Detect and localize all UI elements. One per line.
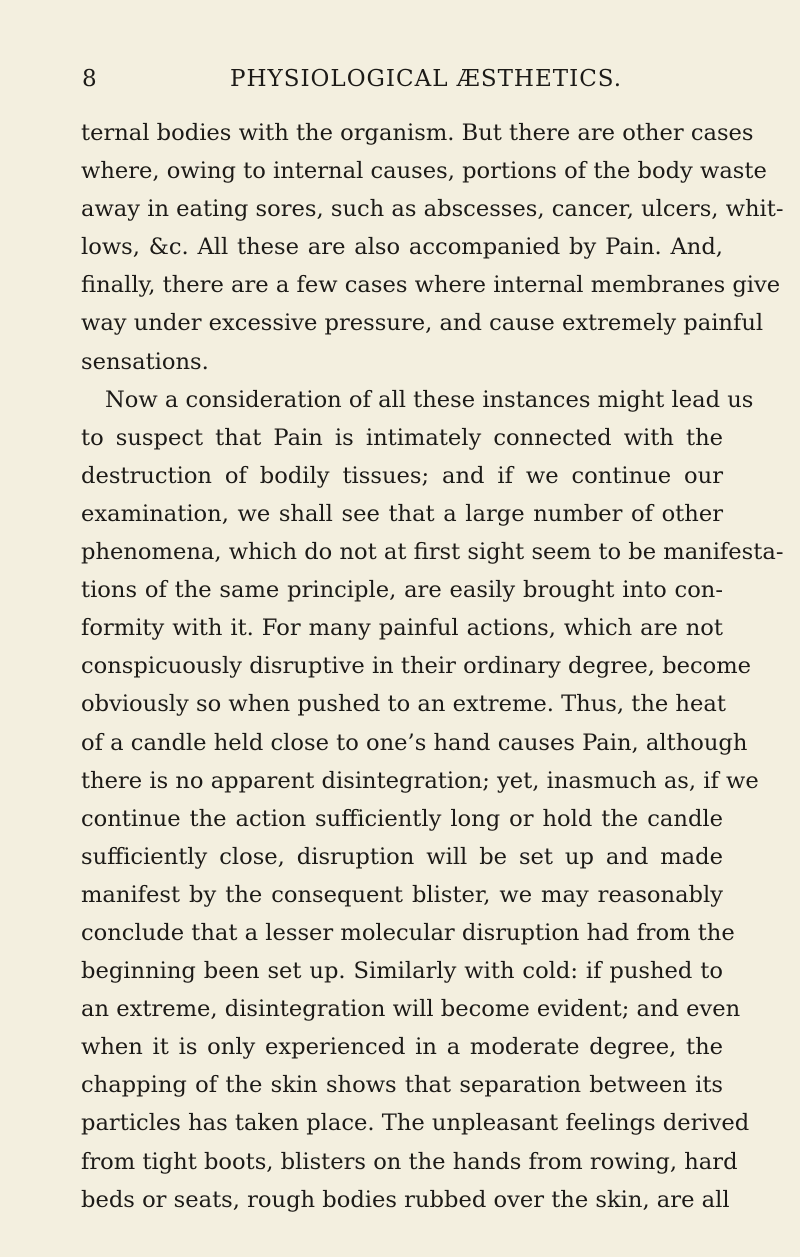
text-line: formity with it. For many painful actions, which are not <box>81 615 723 642</box>
text-line: away in eating sores, such as abscesses, cancer, ulcers, whit- <box>81 196 784 223</box>
text-line: obviously so when pushed to an extreme. Thus, the heat <box>81 691 726 718</box>
text-line: continue the action sufficiently long or hold the candle <box>81 805 723 832</box>
text-line: sufficiently close, disruption will be set up and made <box>81 843 723 870</box>
text-line: of a candle held close to one’s hand causes Pain, although <box>81 729 748 756</box>
text-line: manifest by the consequent blister, we may reasonably <box>81 881 723 908</box>
text-line: chapping of the skin shows that separation between its <box>81 1072 723 1099</box>
page-header <box>80 66 720 106</box>
text-line: examination, we shall see that a large number of other <box>81 500 723 527</box>
text-line: when it is only experienced in a moderate degree, the <box>81 1034 723 1061</box>
text-line: finally, there are a few cases where internal membranes give <box>81 272 781 299</box>
text-line: way under excessive pressure, and cause extremely painful <box>81 310 764 337</box>
running-head: PHYSIOLOGICAL ÆSTHETICS. <box>230 66 623 92</box>
body-text <box>81 114 784 1219</box>
text-line: phenomena, which do not at first sight seem to be manifesta- <box>81 539 784 566</box>
text-line: lows, &c. All these are also accompanied by Pain. And, <box>81 234 723 261</box>
text-line: where, owing to internal causes, portions of the body waste <box>81 158 767 185</box>
text-line: tions of the same principle, are easily brought into con- <box>81 577 723 604</box>
text-line: ternal bodies with the organism. But there are other cases <box>81 120 754 146</box>
text-line: sensations. <box>81 348 209 375</box>
page-number: 8 <box>82 66 97 92</box>
text-line: conspicuously disruptive in their ordinary degree, become <box>81 653 752 680</box>
paragraph-start-line: Now a consideration of all these instances might lead us <box>105 386 754 413</box>
text-line: from tight boots, blisters on the hands from rowing, hard <box>81 1148 738 1175</box>
text-line: to suspect that Pain is intimately connected with the <box>81 424 723 451</box>
text-line: conclude that a lesser molecular disruption had from the <box>81 919 735 946</box>
text-line: particles has taken place. The unpleasant feelings derived <box>81 1110 750 1137</box>
text-line: an extreme, disintegration will become evident; and even <box>81 996 741 1023</box>
text-line: there is no apparent disintegration; yet, inasmuch as, if we <box>81 767 759 794</box>
text-line: destruction of bodily tissues; and if we continue our <box>81 462 723 489</box>
text-line: beds or seats, rough bodies rubbed over the skin, are all <box>81 1186 730 1213</box>
text-line: beginning been set up. Similarly with cold: if pushed to <box>81 958 723 985</box>
